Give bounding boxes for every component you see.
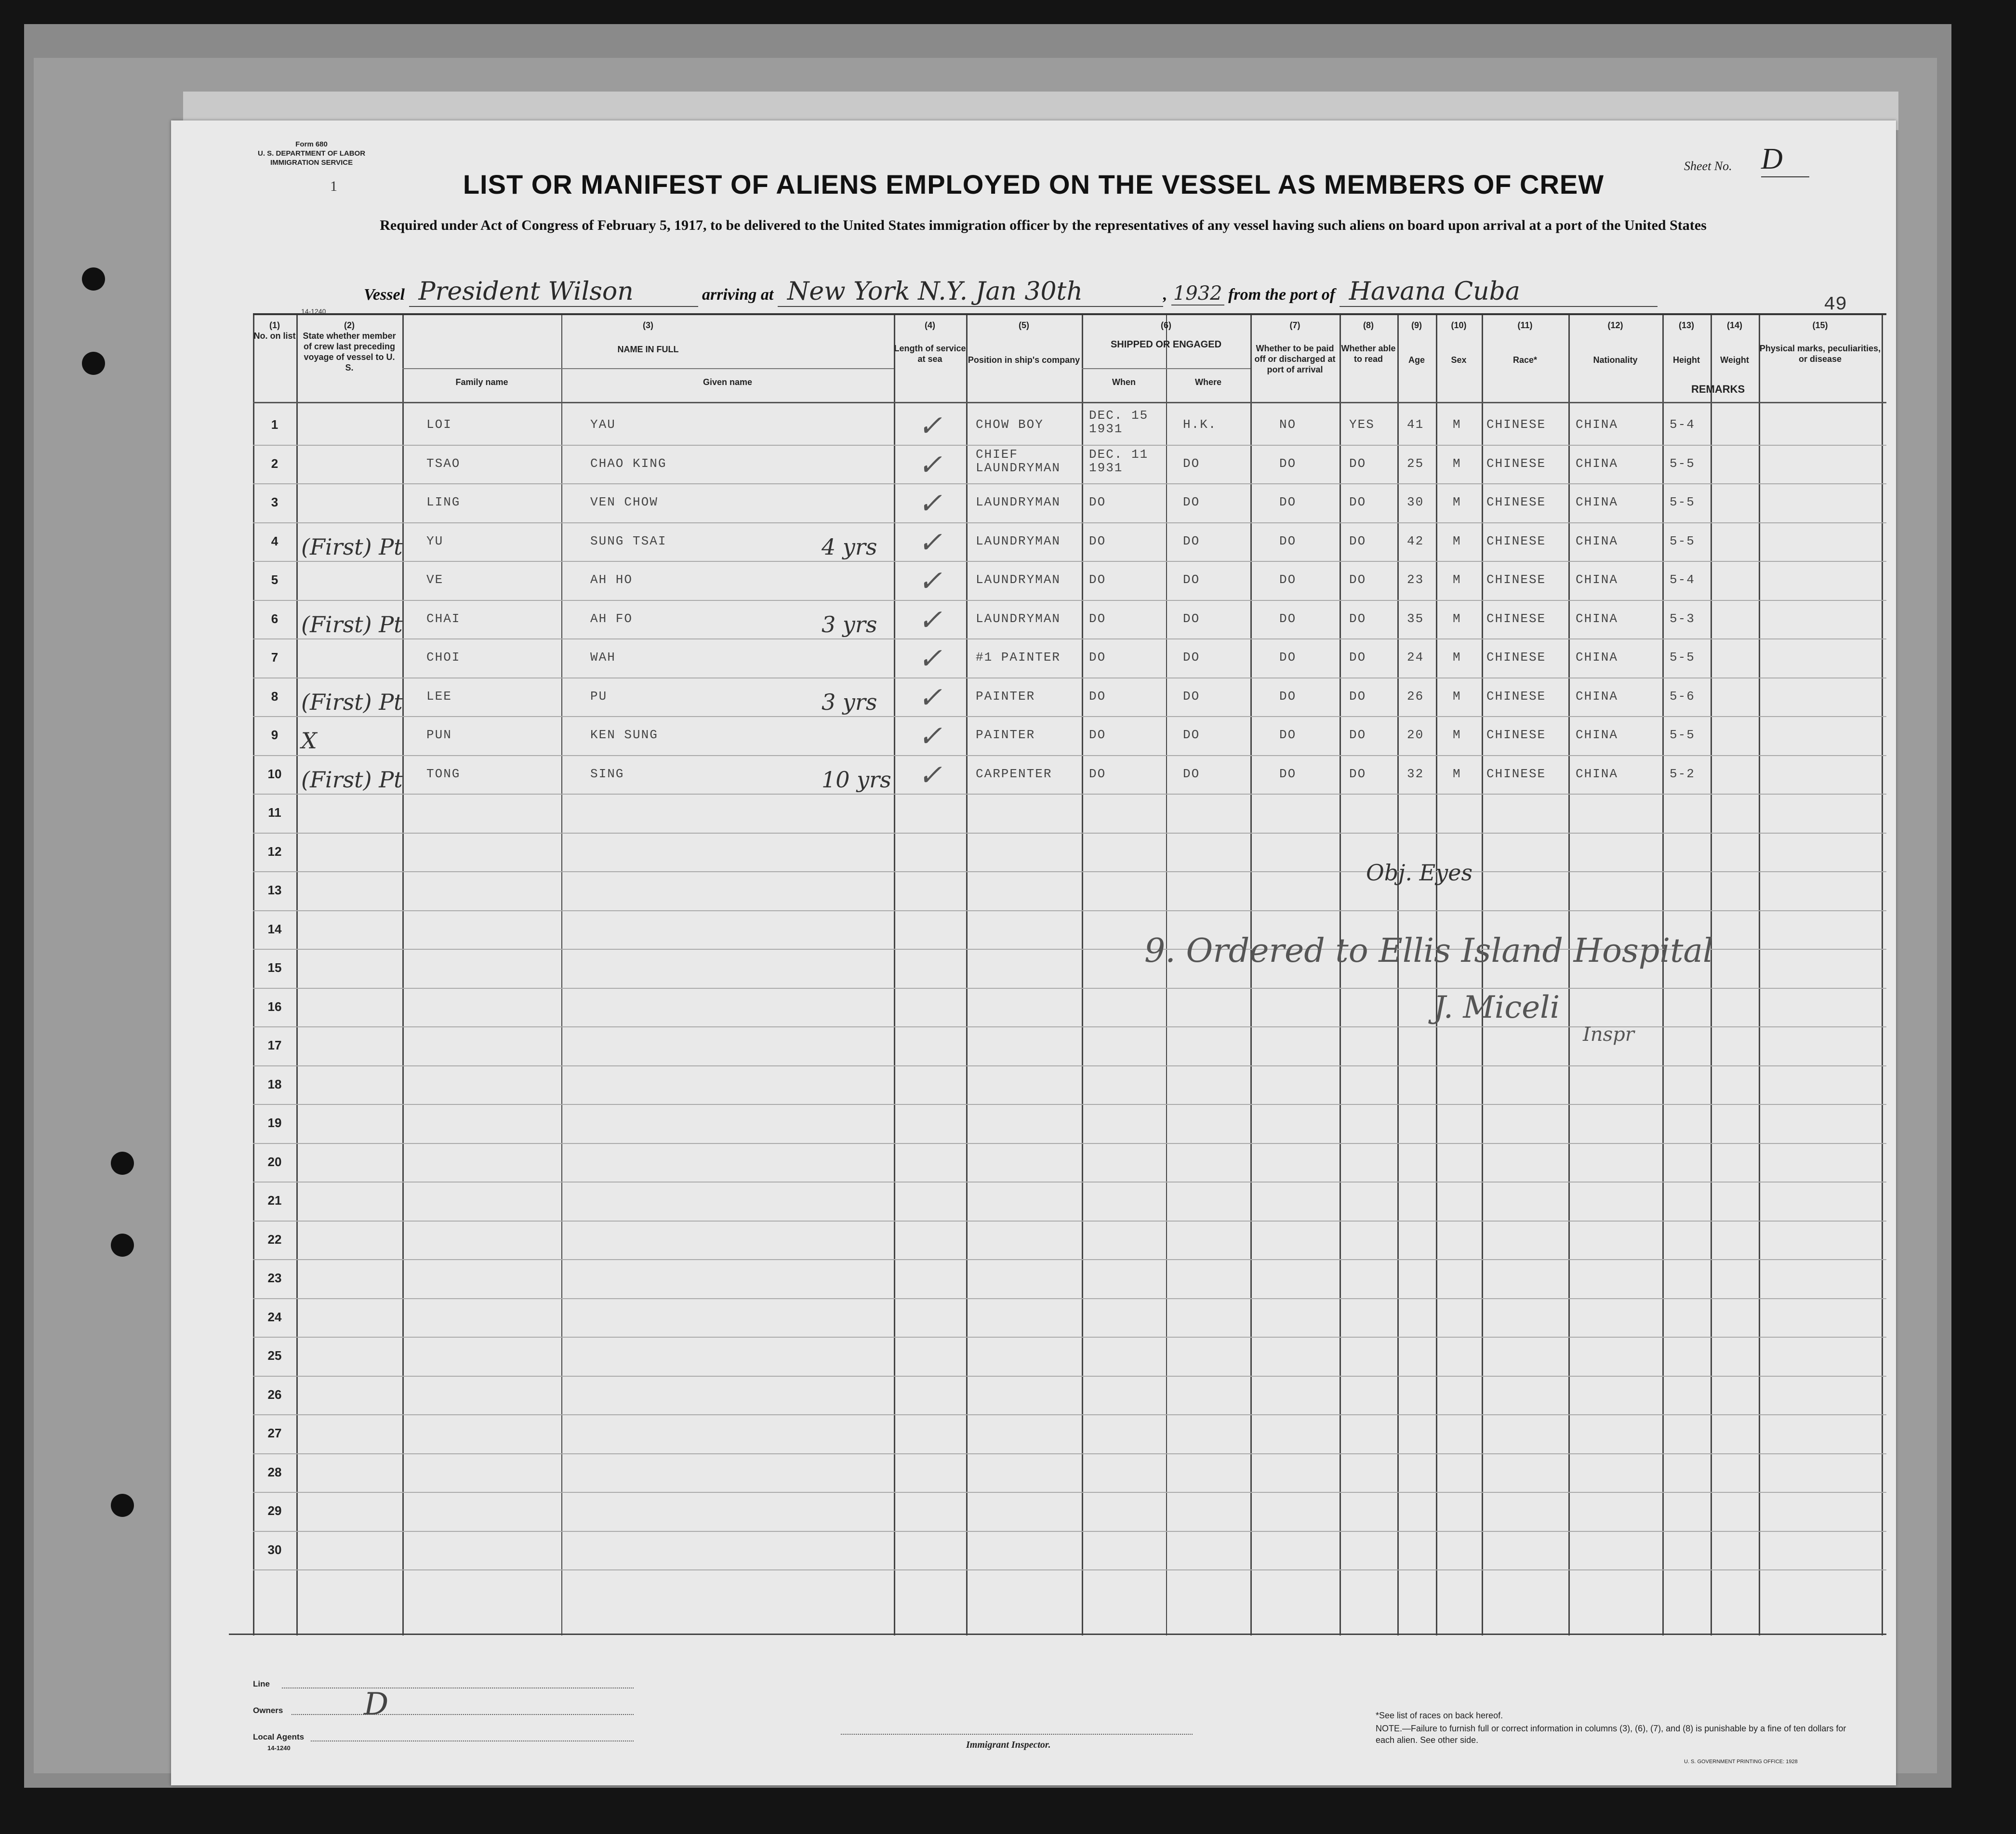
row-divider [253,833,1886,834]
nationality-cell: CHINA [1576,766,1618,781]
race-cell: CHINESE [1486,728,1546,742]
sheet-number-value: D [1761,142,1809,177]
col9-header: (9) Age [1408,320,1425,365]
inspector-signature: J. Miceli [1433,990,1560,1025]
paid-off-cell: DO [1279,456,1297,471]
paid-off-cell: DO [1279,650,1297,664]
check-mark-icon: ✓ [918,719,942,753]
sex-cell: M [1453,495,1461,509]
row-divider [253,716,1886,717]
col1-header: (1) No. on list [253,320,296,341]
prev-voyage-cell: (First) Pt [301,689,403,715]
vessel-line: Vessel President Wilson arriving at New York N.Y. Jan 30th , 1932 from the port of Havana Cuba [364,277,1658,307]
nationality-cell: CHINA [1576,533,1618,548]
form-reference [258,140,365,167]
shipped-where-cell: DO [1183,456,1200,471]
row-divider [253,871,1886,872]
owners-label: Owners [253,1706,283,1715]
sex-cell: M [1453,766,1461,781]
row-divider [253,483,1886,484]
col10-header: (10) Sex [1451,320,1467,365]
shipped-when-cell: DO [1089,650,1106,664]
row-number: 17 [267,1038,282,1052]
paid-off-cell: DO [1279,495,1297,509]
row-number: 25 [267,1348,282,1363]
sex-cell: M [1453,689,1461,704]
shipped-when-cell: DO [1089,533,1106,548]
sex-cell: M [1453,728,1461,742]
given-name-header: Given name [703,377,753,387]
age-cell: 35 [1407,611,1424,626]
shipped-when-cell: DEC. 11 1931 [1089,447,1149,475]
col15-header: (15) Physical marks, peculiarities, or disease [1759,320,1881,364]
col8-header: (8) Whether able to read [1341,320,1396,364]
age-cell: 42 [1407,533,1424,548]
port-label: from the port of [1228,286,1336,304]
paid-off-cell: DO [1279,728,1297,742]
sex-cell: M [1453,650,1461,664]
line-label: Line [253,1679,270,1688]
row-number: 13 [267,883,282,897]
row-number: 8 [271,689,279,704]
age-cell: 32 [1407,766,1424,781]
able-to-read-cell: YES [1349,417,1375,432]
position-cell: PAINTER [976,689,1035,704]
col4-header: (4) Length of service at sea [894,320,966,364]
able-to-read-cell: DO [1349,456,1366,471]
nationality-cell: CHINA [1576,417,1618,432]
check-mark-icon: ✓ [918,409,942,443]
row-number: 24 [267,1309,282,1324]
row-divider [253,988,1886,989]
service-length-cell: 10 yrs [822,766,891,793]
row-number: 20 [267,1154,282,1169]
handwritten-note-hospital: 9. Ordered to Ellis Island Hospital [1144,932,1713,970]
binder-hole-icon [111,1234,134,1257]
position-cell: LAUNDRYMAN [976,533,1061,548]
paid-off-cell: DO [1279,766,1297,781]
paid-off-cell: DO [1279,611,1297,626]
row-number: 4 [271,533,279,548]
row-number: 6 [271,611,279,626]
shipped-when-cell: DO [1089,611,1106,626]
when-header: When [1112,377,1136,387]
row-number: 18 [267,1076,282,1091]
sheet-number-label: Sheet No. [1684,159,1732,173]
height-cell: 5-5 [1670,533,1695,548]
page-subtitle: Required under Act of Congress of February 5, 1917, to be delivered to the United States immigration officer by the representatives of any vessel having such aliens on board upon arrival at a port of the United States [380,217,1707,233]
form-code: 14-1240 [301,307,326,315]
able-to-read-cell: DO [1349,650,1366,664]
given-name-cell: VEN CHOW [590,495,658,509]
row-divider [253,638,1886,639]
where-header: Where [1194,377,1221,387]
prev-voyage-cell: (First) Pt [301,766,403,793]
prev-voyage-cell: (First) Pt [301,611,403,638]
col13-header: (13) Height [1673,320,1700,365]
row-number: 16 [267,999,282,1014]
col3-header: (3) NAME IN FULL [617,320,679,354]
row-number: 21 [267,1193,282,1208]
paid-off-cell: DO [1279,689,1297,704]
binder-hole-icon [82,352,105,375]
col2-header: (2) State whether member of crew last preceding voyage of vessel to U. S. [303,320,396,372]
row-divider [253,910,1886,911]
shipped-where-cell: DO [1183,611,1200,626]
handwritten-note-eyes: Obj. Eyes [1366,860,1473,886]
printer-imprint: U. S. GOVERNMENT PRINTING OFFICE: 1928 [1684,1759,1798,1765]
row-divider [253,1376,1886,1377]
shipped-when-cell: DO [1089,572,1106,587]
position-cell: CHOW BOY [976,417,1044,432]
sex-cell: M [1453,611,1461,626]
shipped-where-cell: DO [1183,533,1200,548]
row-number: 29 [267,1503,282,1518]
paid-off-cell: DO [1279,533,1297,548]
col5-header: (5) Position in ship's company [968,320,1080,365]
given-name-cell: SUNG TSAI [590,533,667,548]
able-to-read-cell: DO [1349,495,1366,509]
races-note: *See list of races on back hereof. [1376,1711,1503,1720]
age-cell: 24 [1407,650,1424,664]
age-cell: 23 [1407,572,1424,587]
shipped-where-cell: DO [1183,689,1200,704]
row-number: 1 [271,417,279,432]
penalty-note: NOTE.—Failure to furnish full or correct information in columns (3), (6), (7), and (8) is punishable by a fine of ten dollars for each alien. See other side. [1376,1724,1846,1745]
row-divider [253,1569,1886,1570]
able-to-read-cell: DO [1349,766,1366,781]
sex-cell: M [1453,572,1461,587]
position-cell: LAUNDRYMAN [976,611,1061,626]
row-number: 2 [271,456,279,471]
col14-header: (14) Weight [1720,320,1749,365]
check-mark-icon: ✓ [918,525,942,559]
row-number: 28 [267,1464,282,1479]
year-field: 1932 [1171,282,1224,306]
row-divider [253,755,1886,756]
nationality-cell: CHINA [1576,689,1618,704]
agents-code: 14-1240 [267,1744,291,1752]
age-cell: 26 [1407,689,1424,704]
given-name-cell: YAU [590,417,616,432]
height-cell: 5-5 [1670,650,1695,664]
sex-cell: M [1453,417,1461,432]
row-number: 15 [267,960,282,975]
race-cell: CHINESE [1486,611,1546,626]
inspector-label: Immigrant Inspector. [966,1740,1051,1750]
row-divider [253,1143,1886,1144]
shipped-where-cell: DO [1183,728,1200,742]
check-mark-icon: ✓ [918,642,942,676]
row-number: 14 [267,921,282,936]
margin-mark: 1 [330,178,337,194]
owners-field [292,1714,634,1715]
family-name-cell: YU [426,533,444,548]
check-mark-icon: ✓ [918,758,942,792]
arrival-field: New York N.Y. Jan 30th [778,277,1163,307]
row-number: 12 [267,844,282,859]
row-divider [253,1026,1886,1027]
manifest-page [171,120,1896,1785]
owners-value: D [364,1687,389,1722]
able-to-read-cell: DO [1349,611,1366,626]
position-cell: #1 PAINTER [976,650,1061,664]
family-name-cell: TSAO [426,456,461,471]
check-mark-icon: ✓ [918,564,942,598]
shipped-where-cell: H.K. [1183,417,1217,432]
page-title: LIST OR MANIFEST OF ALIENS EMPLOYED ON THE VESSEL AS MEMBERS OF CREW [463,169,1605,199]
age-cell: 20 [1407,728,1424,742]
race-cell: CHINESE [1486,456,1546,471]
shipped-when-cell: DO [1089,495,1106,509]
able-to-read-cell: DO [1349,572,1366,587]
given-name-cell: SING [590,766,624,781]
inspector-field [841,1734,1193,1735]
race-cell: CHINESE [1486,572,1546,587]
remarks-column-header: REMARKS [1691,383,1745,395]
agents-label: Local Agents [253,1732,305,1741]
row-divider [253,600,1886,601]
row-number: 30 [267,1542,282,1557]
row-number: 3 [271,495,279,509]
sex-cell: M [1453,533,1461,548]
shipped-when-cell: DO [1089,689,1106,704]
row-divider [253,445,1886,446]
row-divider [253,1453,1886,1454]
shipped-when-cell: DEC. 15 1931 [1089,408,1149,436]
height-cell: 5-5 [1670,728,1695,742]
binder-hole-icon [111,1494,134,1517]
nationality-cell: CHINA [1576,650,1618,664]
row-divider [253,1414,1886,1415]
row-divider [253,1492,1886,1493]
check-mark-icon: ✓ [918,680,942,715]
row-number: 27 [267,1426,282,1440]
position-cell: LAUNDRYMAN [976,495,1061,509]
given-name-cell: CHAO KING [590,456,667,471]
family-name-header: Family name [455,377,508,387]
col11-header: (11) Race* [1512,320,1538,365]
port-field: Havana Cuba [1340,277,1658,307]
shipped-when-cell: DO [1089,728,1106,742]
crew-table [253,313,1886,1635]
row-divider [253,1259,1886,1260]
check-mark-icon: ✓ [918,448,942,482]
height-cell: 5-5 [1670,495,1695,509]
shipped-when-cell: DO [1089,766,1106,781]
paid-off-cell: DO [1279,572,1297,587]
height-cell: 5-4 [1670,417,1695,432]
form-number: Form 680 [295,140,328,148]
given-name-cell: WAH [590,650,616,664]
given-name-cell: KEN SUNG [590,728,658,742]
able-to-read-cell: DO [1349,689,1366,704]
row-number: 23 [267,1271,282,1285]
given-name-cell: AH HO [590,572,633,587]
family-name-cell: PUN [426,728,452,742]
age-cell: 41 [1407,417,1424,432]
height-cell: 5-5 [1670,456,1695,471]
row-divider [253,1337,1886,1338]
age-cell: 25 [1407,456,1424,471]
able-to-read-cell: DO [1349,728,1366,742]
col12-header: (12) Nationality [1593,320,1638,365]
nationality-cell: CHINA [1576,572,1618,587]
family-name-cell: VE [426,572,444,587]
position-cell: CARPENTER [976,766,1052,781]
family-name-cell: LEE [426,689,452,704]
col6-header: (6) SHIPPED OR ENGAGED [1110,320,1222,350]
stamp-number: 49 [1824,294,1847,316]
sex-cell: M [1453,456,1461,471]
row-number: 19 [267,1116,282,1130]
shipped-where-cell: DO [1183,572,1200,587]
service-length-cell: 3 yrs [822,611,877,638]
row-divider [253,1065,1886,1066]
nationality-cell: CHINA [1576,611,1618,626]
height-cell: 5-4 [1670,572,1695,587]
vessel-label: Vessel [364,286,405,304]
row-number: 7 [271,650,279,664]
race-cell: CHINESE [1486,766,1546,781]
position-cell: PAINTER [976,728,1035,742]
position-cell: LAUNDRYMAN [976,572,1061,587]
service-name: IMMIGRATION SERVICE [270,159,353,167]
col7-header: (7) Whether to be paid off or discharged at port of arrival [1254,320,1336,374]
shipped-where-cell: DO [1183,650,1200,664]
row-number: 22 [267,1232,282,1247]
row-divider [253,522,1886,523]
paid-off-cell: NO [1279,417,1297,432]
prev-voyage-cell: X [301,728,317,754]
nationality-cell: CHINA [1576,728,1618,742]
row-divider [253,1298,1886,1299]
race-cell: CHINESE [1486,533,1546,548]
age-cell: 30 [1407,495,1424,509]
service-length-cell: 3 yrs [822,689,877,715]
able-to-read-cell: DO [1349,533,1366,548]
height-cell: 5-3 [1670,611,1695,626]
row-divider [253,1182,1886,1183]
shipped-where-cell: DO [1183,495,1200,509]
family-name-cell: LOI [426,417,452,432]
row-number: 11 [268,805,281,820]
row-divider [253,794,1886,795]
check-mark-icon: ✓ [918,487,942,520]
service-length-cell: 4 yrs [822,533,877,560]
given-name-cell: PU [590,689,608,704]
binder-hole-icon [82,267,105,291]
footer-rule [229,1634,1886,1635]
row-divider [253,1531,1886,1532]
nationality-cell: CHINA [1576,495,1618,509]
row-number: 9 [271,728,279,742]
row-divider [253,1104,1886,1105]
race-cell: CHINESE [1486,689,1546,704]
inspector-title: Inspr [1583,1023,1634,1046]
vessel-name-field: President Wilson [409,277,698,307]
given-name-cell: AH FO [590,611,633,626]
row-number: 5 [271,572,279,587]
race-cell: CHINESE [1486,495,1546,509]
binder-hole-icon [111,1152,134,1175]
race-cell: CHINESE [1486,417,1546,432]
prev-voyage-cell: (First) Pt [301,533,403,560]
shipped-where-cell: DO [1183,766,1200,781]
row-number: 10 [267,766,282,781]
height-cell: 5-2 [1670,766,1695,781]
family-name-cell: CHOI [426,650,461,664]
family-name-cell: CHAI [426,611,461,626]
position-cell: CHIEF LAUNDRYMAN [976,447,1061,475]
row-divider [253,1221,1886,1222]
row-number: 26 [267,1387,282,1402]
family-name-cell: TONG [426,766,461,781]
department-name: U. S. DEPARTMENT OF LABOR [258,149,366,158]
race-cell: CHINESE [1486,650,1546,664]
nationality-cell: CHINA [1576,456,1618,471]
check-mark-icon: ✓ [918,603,942,637]
arriving-label: arriving at [702,286,774,304]
row-divider [253,561,1886,562]
height-cell: 5-6 [1670,689,1695,704]
family-name-cell: LING [426,495,461,509]
